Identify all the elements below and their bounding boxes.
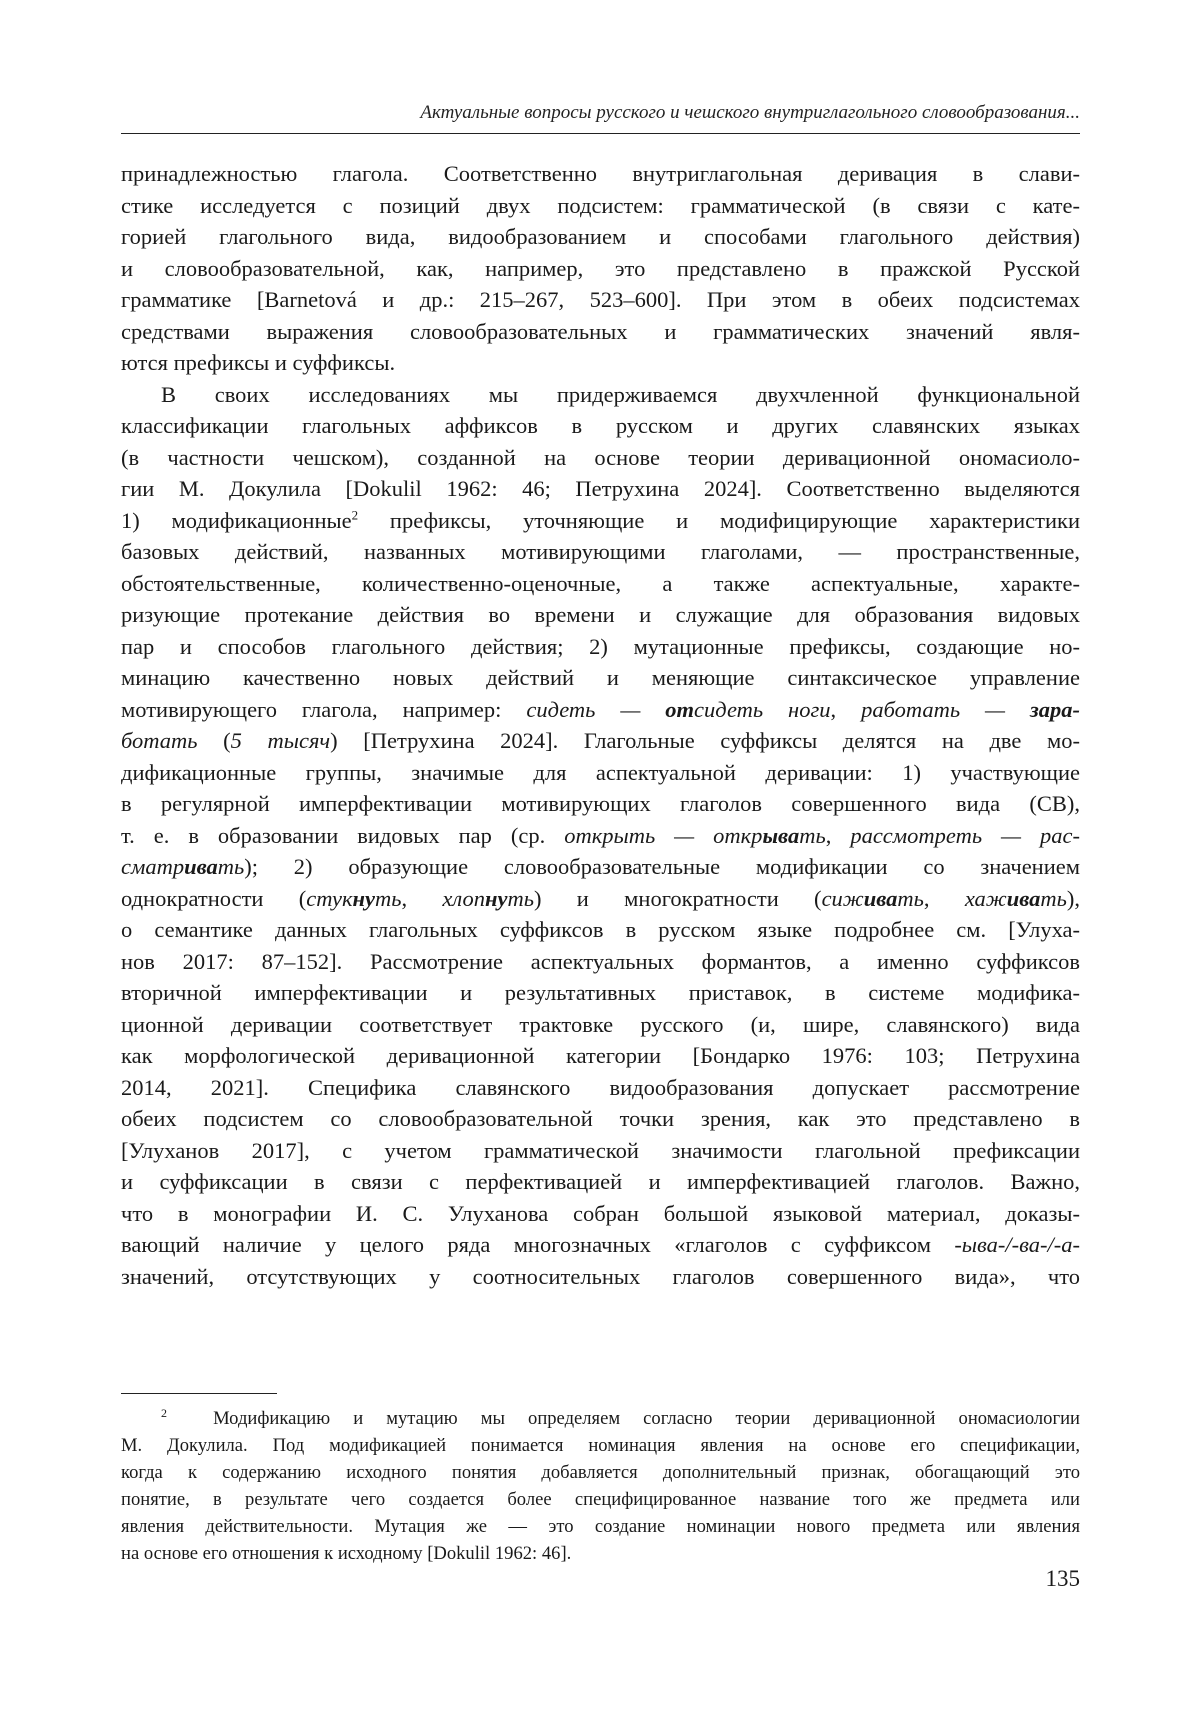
text-line: ются префиксы и суффиксы.	[121, 350, 396, 375]
main-text	[121, 158, 1080, 1292]
text-fragment: ),	[1066, 885, 1081, 911]
example-word: рассмотреть — рас-	[850, 822, 1081, 848]
text-line: значений, отсутствующих у соотносительных глаголов совершенного вида», что	[121, 1263, 1080, 1289]
text-line: вторичной имперфективации и результативных приставок, в системе модифика-	[121, 980, 1080, 1005]
text-line: пар и способов глагольного действия; 2) мутационные префиксы, создающие но-	[121, 633, 1080, 659]
text-fragment: ,	[401, 885, 443, 911]
text-line: 2014, 2021]. Специфика славянского видообразования допускает рассмотрение	[121, 1074, 1080, 1100]
example-word: сидеть —	[526, 696, 666, 722]
example-word: хаж	[964, 885, 1007, 911]
footnote-line: на основе его отношения к исходному [Dokulil 1962: 46].	[121, 1543, 572, 1564]
footnote-line: понятие, в результате чего создается более специфицированное название того же предмета или	[121, 1489, 1080, 1510]
example-morpheme: ну	[485, 885, 508, 911]
text-line: гии М. Докулила [Dokulil 1962: 46; Петрухина 2024]. Соответственно выделяются	[121, 476, 1080, 501]
text-line: В своих исследованиях мы придерживаемся двухчленной функциональной	[161, 381, 1080, 407]
text-line: стике исследуется с позиций двух подсистем: грамматической (в связи с кате-	[121, 192, 1080, 218]
text-line: и словообразовательной, как, например, это представлено в пражской Русской	[121, 255, 1080, 281]
text-fragment: ,	[923, 885, 965, 911]
footnote-line: когда к содержанию исходного понятия добавляется дополнительный признак, обогащающий это	[121, 1462, 1080, 1483]
example-word: ть	[799, 822, 826, 848]
example-word: ть	[374, 885, 402, 911]
text-line: обстоятельственные, количественно-оценочные, а также аспектуальные, характе-	[121, 570, 1080, 596]
footnote-line: явления действительности. Мутация же — это создание номинации нового предмета или явления	[121, 1516, 1080, 1537]
example-word: ботать	[121, 728, 198, 753]
text-line: о семантике данных глагольных суффиксов в русском языке подробнее см. [Улуха-	[121, 917, 1080, 942]
text-line: минацию качественно новых действий и меняющие синтаксическое управление	[121, 665, 1080, 690]
text-line: (в частности чешском), созданной на основе теории деривационной ономасиоло-	[121, 444, 1080, 470]
example-morpheme: зара-	[1029, 696, 1080, 722]
text-line: ционной деривации соответствует трактовке русского (и, шире, славянского) вида	[121, 1011, 1080, 1037]
footnote-ref-2[interactable]: 2	[351, 507, 359, 522]
page-number: 135	[1045, 1566, 1080, 1591]
text-line: горией глагольного вида, видообразованием и способами глагольного действия)	[121, 224, 1080, 249]
example-word: ть	[507, 885, 534, 911]
example-word: работать —	[861, 696, 1030, 722]
text-line	[121, 505, 1080, 537]
footnote-rule	[121, 1393, 277, 1394]
text-line	[121, 883, 1080, 915]
text-line: в регулярной имперфективации мотивирующих глаголов совершенного вида (СВ),	[121, 791, 1080, 816]
footnote-line	[121, 1405, 1080, 1432]
example-morpheme: ну	[352, 885, 375, 911]
text-line: базовых действий, названных мотивирующими глаголами, — пространственные,	[121, 539, 1080, 564]
text-line: средствами выражения словообразовательных и грамматических значений явля-	[121, 318, 1080, 344]
text-line: [Улуханов 2017], с учетом грамматической значимости глагольной префиксации	[121, 1137, 1080, 1163]
paragraph-1	[121, 158, 1080, 379]
text-line: обеих подсистем со словообразовательной точки зрения, как это представлено в	[121, 1106, 1080, 1131]
example-morpheme: от	[665, 696, 695, 722]
text-line: классификации глагольных аффиксов в русском и других славянских языках	[121, 413, 1080, 438]
example-morpheme: ива	[863, 885, 898, 911]
text-line: дификационные группы, значимые для аспектуальной деривации: 1) участвующие	[121, 759, 1080, 785]
text-fragment: ,	[830, 696, 862, 722]
footnote-2	[121, 1405, 1080, 1567]
paragraph-2	[121, 379, 1080, 1293]
text-fragment: Модификацию и мутацию мы определяем согласно теории деривационной ономасиологии	[213, 1408, 1081, 1429]
text-fragment: ,	[825, 822, 851, 848]
text-line	[121, 694, 1080, 726]
example-morpheme-italic: -ыва-/-ва-/-а-	[954, 1232, 1080, 1257]
example-word: хлоп	[442, 885, 485, 911]
example-morpheme: ива	[184, 854, 218, 879]
text-fragment: т. е. в образовании видовых пар (ср.	[121, 822, 565, 848]
example-word: 5 тысяч	[230, 728, 331, 753]
footnote-marker: 2	[161, 1405, 167, 1420]
example-word: ть	[897, 885, 924, 911]
text-line: грамматике [Barnetová и др.: 215–267, 523–600]. При этом в обеих подсистемах	[121, 287, 1080, 312]
text-fragment: префиксы, уточняющие и модифицирующие характеристики	[358, 507, 1080, 533]
example-word: сиж	[821, 885, 864, 911]
text-fragment: мотивирующего глагола, например:	[121, 696, 527, 722]
running-header: Актуальные вопросы русского и чешского внутриглагольного словообразования...	[420, 102, 1080, 123]
text-fragment: 1) модификационные	[121, 507, 352, 533]
example-word: сидеть ноги	[694, 696, 831, 722]
footnote-line: М. Докулила. Под модификацией понимается номинация явления на основе его спецификации,	[121, 1435, 1080, 1456]
header-rule	[121, 133, 1080, 134]
text-line: и суффиксации в связи с перфективацией и имперфективацией глаголов. Важно,	[121, 1169, 1080, 1194]
example-word: сматр	[121, 854, 185, 879]
text-line: как морфологической деривационной категории [Бондарко 1976: 103; Петрухина	[121, 1043, 1080, 1068]
example-word: ть	[217, 854, 245, 879]
example-word: открыть — откр	[564, 822, 763, 848]
example-morpheme: ыва	[762, 822, 800, 848]
text-fragment: (	[197, 728, 231, 753]
text-fragment: однократности (	[121, 885, 307, 911]
text-line: что в монографии И. С. Улуханова собран большой языковой материал, доказы-	[121, 1200, 1080, 1226]
text-line	[121, 820, 1080, 852]
example-morpheme: ива	[1006, 885, 1041, 911]
text-line	[121, 725, 1080, 757]
text-fragment: ) [Петрухина 2024]. Глагольные суффиксы делятся на две мо-	[330, 728, 1080, 753]
example-word: ть	[1040, 885, 1067, 911]
text-fragment: вающий наличие у целого ряда многозначных «глаголов с суффиксом	[121, 1232, 955, 1257]
text-fragment: ); 2) образующие словообразовательные модификации со значением	[244, 854, 1080, 879]
example-word: стук	[306, 885, 353, 911]
text-line: принадлежностью глагола. Соответственно внутриглагольная деривация в слави-	[121, 161, 1080, 186]
text-line: нов 2017: 87–152]. Рассмотрение аспектуальных формантов, а именно суффиксов	[121, 948, 1080, 974]
text-line	[121, 851, 1080, 883]
text-line	[121, 1229, 1080, 1261]
text-fragment: ) и многократности (	[533, 885, 822, 911]
text-line: ризующие протекание действия во времени и служащие для образования видовых	[121, 602, 1080, 627]
